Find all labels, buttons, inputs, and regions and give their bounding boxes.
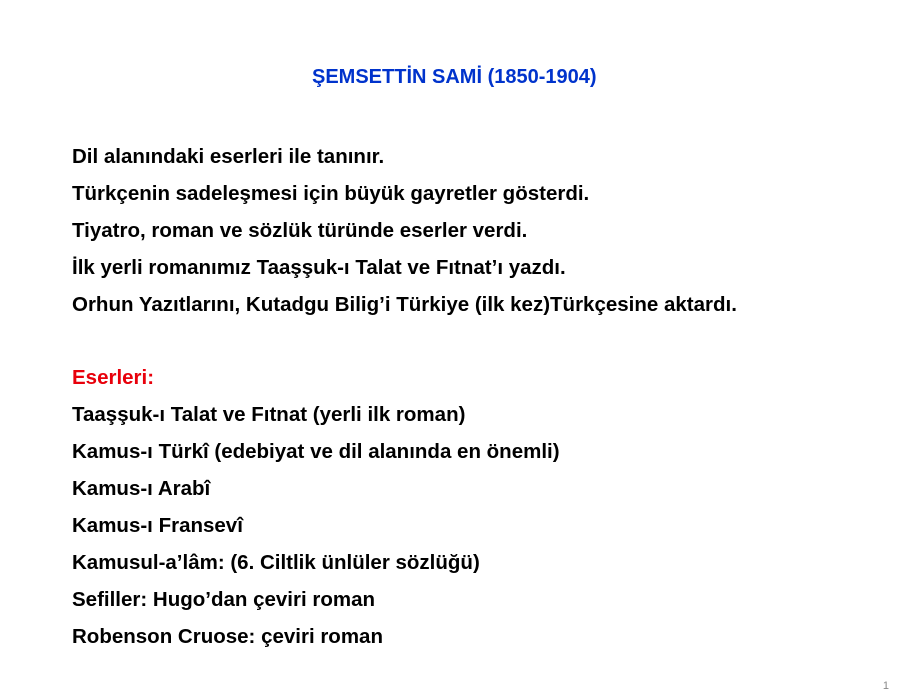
spacer: [72, 323, 872, 359]
work-item: Kamus-ı Arabî: [72, 477, 211, 500]
fact-line: Tiyatro, roman ve sözlük türünde eserler verdi.: [72, 219, 528, 242]
work-item: Sefiller: Hugo’dan çeviri roman: [72, 588, 376, 611]
fact-line: Dil alanındaki eserleri ile tanınır.: [72, 145, 385, 168]
slide-title: ŞEMSETTİN SAMİ (1850-1904): [312, 66, 597, 88]
fact-line: Orhun Yazıtlarını, Kutadgu Bilig’i Türkiye (ilk kez)Türkçesine aktardı.: [72, 293, 737, 316]
fact-line: Türkçenin sadeleşmesi için büyük gayretler gösterdi.: [72, 182, 590, 205]
work-item: Kamus-ı Türkî (edebiyat ve dil alanında en önemli): [72, 440, 560, 463]
fact-line: İlk yerli romanımız Taaşşuk-ı Talat ve Fıtnat’ı yazdı.: [72, 256, 566, 279]
work-item: Kamus-ı Fransevî: [72, 514, 243, 537]
work-item: Kamusul-a’lâm: (6. Ciltlik ünlüler sözlüğü): [72, 551, 480, 574]
page-number: 1: [882, 680, 889, 692]
work-item: Taaşşuk-ı Talat ve Fıtnat (yerli ilk roman): [72, 403, 466, 426]
works-heading: Eserleri:: [72, 366, 155, 389]
work-item: Robenson Cruose: çeviri roman: [72, 625, 383, 648]
slide-body: [72, 138, 872, 655]
